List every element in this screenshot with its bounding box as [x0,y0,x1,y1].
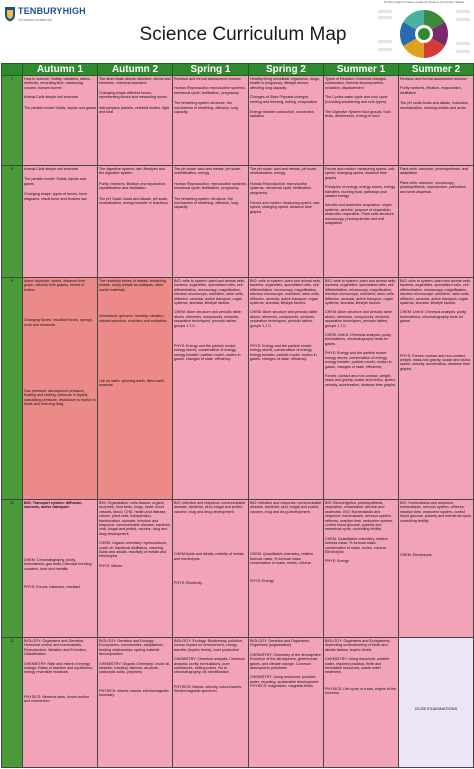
topic-text: Astrophysics planets, celestial bodies, light and heat [99,105,169,115]
topic-text: Revision and formal assessment window [174,77,241,81]
year-label: 8 [2,166,23,278]
topic-text: BIO: infection and responce: communicable disease, bacterial, viral, fungal and protist, vaccine, drug and drug development. [174,501,246,514]
topic-text: Revision and formal assessment window [400,77,467,81]
topic-cell-y9-summer-2 [399,278,474,500]
year-row-7 [2,76,474,166]
topic-text: The digestive system: diet, lifestyles and the digestive system [99,167,165,176]
topic-text: The particle model: Solids, liquids and gases [24,177,87,186]
topic-cell-y11-autumn-1 [23,638,98,768]
topic-text: PHYS: Electricity [174,581,202,586]
topic-cell-y7-spring-2 [249,76,324,166]
topic-text: Human Reproduction reproductive systems, menstrual cycle, fertilisation, pregnancy. [174,86,246,95]
topic-text: BIO: cells to system: plant and animal cells, bacteria, organelles, specialised cells, cell differentiation, microscopy, magnification, electron microscope, meristem, stem cells, diffusion, osmosis, active transport, organ systems, stomata, lifestyle factors. [174,279,246,306]
year-row-10 [2,500,474,638]
topic-text: Forces: contact and non-contact, weight, mass and gravity, scalar and vector, speed, velocity, acceleration, distance time graphs. [325,373,397,387]
topic-cell-y10-spring-1 [173,500,249,638]
topic-text: Changing forces: resultant forces, springs, work and moments. [24,318,94,327]
topic-text: The breathing system: structure, the mechanism of breathing, diffusion, lung capacity [174,196,239,210]
topic-text: Life on earth: spinning earth, tilted earth, seasons. [99,379,166,388]
topic-text: PHYS: Forces: balances, resultant [24,585,81,590]
topic-text: How to science: Safety, variables, tables, methods, recording time, measuring volume, bunsen burner, [24,77,91,90]
topic-text: Changes of State Physical changes, melting and freezing, boiling, evaporation [250,95,318,104]
topic-text: CHEM: Atom structure and periodic table: atoms, elements, compounds, mixtures, separation techniques, periodic tables, groups 1,7,0. [250,310,318,328]
topic-cell-y8-autumn-2 [98,166,173,278]
topic-text: The Digestive System food groups, food tests, deficiencies, energy in food [325,110,391,119]
topic-text: Aerobic and anaerobic respiration: organ systems, aerobic, purpose of respiration, anaerobic respiration. Plant cells structure, microscopy, photosynthesis and leaf adaptation [325,203,395,226]
shield-icon [4,6,16,22]
topic-text: PHYS: Energy and the particle model: energy stores, conservation of energy, energy transfer, particle model, motion in gases, changes of state, efficiency [325,351,392,369]
topic-cell-y9-summer-1 [324,278,399,500]
topic-text: PHYSICS: Waves: velocity, sound waves, Electromagnetic spectrum. [174,684,243,694]
topic-text: CHEM: Unit B: Chemical analysis: purity, formulations, chromatography tests for gases. [400,310,467,324]
topic-text: PHYS: Waves [99,563,123,568]
topic-text: BIOLOGY: Organisms and Genetics: Hormonal control and homeostasis, Reproduction, Variation and Evolution, Classification [24,639,87,657]
wheel-caption: Tenbury High Ormiston Academy Science Curriculum Wheel [383,0,465,4]
topic-text: The Cycles water cycle and rock cycle (including weathering and rock types) [325,95,388,104]
topic-text: Inheritance: genome, heredity, variation, natural selection, evolution and extinction. [99,314,168,323]
topic-text: Human Reproduction: reproductive systems, menstrual cycle, fertilisation, pregnancy. [174,181,247,191]
topic-text: Plant cells: structure, microscopy, photosynthesis, reproduction, pollination and seed dispersal. [400,180,466,194]
topic-text: PHYS: Energy [325,559,349,564]
year-label: 7 [2,76,23,166]
topic-text: CHEM: Organic chemistry: hydrocarbons, crude oil, fractional distillation, cracking. Acids and alkalis, reactivity of metals and electrolysis [99,541,168,559]
topic-text: The reactivity series of metals: extracting metals, using metals as catalysts, other useful materials [99,279,166,292]
topic-cell-y11-spring-1 [173,638,249,768]
topic-cell-y11-summer-2 [399,638,474,768]
year-row-9 [2,278,474,500]
topic-text: PHYS: Forces: contact and non-contact, weight, mass and gravity, scalar and vector, speed, velocity, acceleration, distance time graphs. [400,353,472,371]
topic-text: CHEMISTRY: Chemistry of the atmosphere: Evolution of the atmosphere, greenhouse gases, and climate change. Common atmospheric pollutants [250,652,322,671]
topic-text: Plant cells: structure, photosynthesis, leaf adaptation [400,167,468,176]
topic-text: Gas pressure: atmospheric pressure, floating and sinking, pressure in liquids, calculating pressure, resistance to motion in fluids and reducing drag [24,389,96,407]
topic-text: The pH Scale: Acids and alkalis, pH scale, neutralisation, energy transfer in reactions. [99,196,169,206]
topic-text: future olympian: speed, distance time graph, velocity time graphs, forces of motion [24,279,86,292]
topic-text: Healthy living unicellular organisms, drugs, health in pregnancy, lifestyle factors affecting lung capacity [250,77,320,90]
topic-cell-y9-spring-1 [173,278,249,500]
topic-text: The pH scale: acid and metals, pH scale, neutralisation, energy [250,167,318,176]
column-header-summer-2: Summer 2 [399,64,474,76]
topic-text: BIO: infection and responce: communicable disease, bacterial, viral, fungal and protist, vaccine, drug and drug development. [250,501,322,514]
topic-text: Energy transfer conduction, convection, radiation [250,110,315,119]
logo-wordmark: TENBURYHIGH [18,6,86,16]
topic-cell-y11-spring-2 [249,638,324,768]
topic-cell-y8-autumn-1 [23,166,98,278]
topic-cell-y9-autumn-2 [98,278,173,500]
topic-text: Types of Reaction Chemical changes, combustion, thermal decomposition, oxidation, displacement [325,77,387,90]
topic-text: CHEM: Quantitative chemistry, relative formula mass, % formual mass, conservation of mass, moles, volume. [250,552,314,566]
topic-cell-y7-spring-1 [173,76,249,166]
topic-text: BIOLOGY: Genetics and Ecology: Ecosystems, communities, adaptations, feeding relationships cycling material decomposition [99,639,164,657]
topic-text: PHYSICS: Newtons laws, forces motion and momentum [24,694,90,704]
year-label: 9 [2,278,23,500]
year-row-11 [2,638,474,768]
topic-text: The particle model Solids, liquids and gases [24,105,96,110]
topic-cell-y8-spring-1 [173,166,249,278]
topic-cell-y7-autumn-2 [98,76,173,166]
exam-notice: GCSE EXAMINATIONS [414,706,458,711]
topic-cell-y7-summer-1 [324,76,399,166]
topic-text: Changing shape different forces, representing forces and measuring forces [99,90,168,100]
topic-text: The pH scale Acids and alkalis, indicators, neutralisation, reacting metals and acids [400,101,469,110]
topic-text: CHEM: Unit B: Chemical analysis: purity, formulations, chromatography tests for gases. [325,333,392,346]
topic-text: CHEM: Quantitative chemistry, relative formula mass, % formual mass, conservation of mass, moles, volume. Electrolysis [325,536,389,555]
topic-text: The pH scale: acid and metals, pH scale, neutralisation, energy [174,167,242,176]
topic-cell-y8-summer-1 [324,166,399,278]
topic-text: CHEMISTRY: Rate and extent of energy change; Rates of reaction and equilibrium, energy reversible reactions [24,661,94,675]
topic-text: CHEMISTRY: Using resources: potable water, required practical, finite and renewable resources, waste water treatment, [325,657,390,675]
curriculum-wheel-graphic [376,0,472,62]
topic-text: CHEMISTRY: Chemical analysis; Chemical analysis, purity, formulations, pure substances, boiling points. No to chromatography, ink identification [174,657,245,675]
topic-cell-y10-summer-2 [399,500,474,638]
topic-cell-y10-spring-2 [249,500,324,638]
topic-text: Purity mixtures, filtration, evaporation, distillation [400,86,462,95]
logo-subtext: Ormiston Academy [18,17,52,22]
topic-text: Human Reproduction: reproductive systems, menstrual cycle, fertilisation, pregnancy. [250,181,312,195]
column-header-spring-2: Spring 2 [249,64,324,76]
topic-cell-y9-spring-2 [249,278,324,500]
topic-text: PHYS: Energy and the particle model: energy stores, conservation of energy, energy transfer, particle model, motion in gases, changes of state, efficiency [174,344,241,362]
topic-text: PHYS: Energy [250,579,274,584]
topic-text: BIO: cells to system: plant and animal cells, bacteria, organelles, specialised cells, cell differentiation, microscopy, magnification, electron microscope, meristem, stem cells, diffusion, osmosis, active transport, organ systems, stomata, lifestyle factors. [250,279,322,306]
topic-text: Changing shape: types of forces, force diagrams, result force and Hookes law [24,192,88,201]
topic-cell-y11-autumn-2 [98,638,173,768]
topic-text: Animal Cells simple cell structure [24,95,79,100]
year-row-8 [2,166,474,278]
topic-text: CHEM: Electrolysis [400,553,432,558]
curriculum-wheel [376,0,472,62]
column-header-spring-1: Spring 1 [173,64,249,76]
topic-text: Principles of energy: energy stores, energy transfers, burning food, pathways and wasted energy [325,185,396,199]
topic-text: Forces and motion: measuring speed, calc speed, changing speed, distance time graphs [325,167,395,180]
topic-text: BIO: Homeostasis and responce: homeostasis, nervous system, reflexes, reaction time, endocrine system, control blood glucose, puberty and menstrual cycle, controlling fertility. [400,501,472,523]
topic-text: CHEM: Atom structure and periodic table: atoms, elements, compounds, mixtures, separation techniques, periodic tables, groups 1,7,0. [325,310,393,328]
topic-text: Animal Cells simple cell structure [24,167,79,171]
topic-text: PHYS: Energy and the particle model: energy stores, conservation of energy, energy transfer, particle model, motion in gases, changes of state, efficiency [250,344,317,362]
column-header-summer-1: Summer 1 [324,64,399,76]
topic-text: BIO: Organisation: cells,tissues, organs, enzymes, food tests, lungs, heart, blood vessels, blood, CHD, health and disease, cancer, plant cells, transpiration, translocation, stomata. Infection and responce: communicable disease, bacterial, viral, fungal and protist, vaccine, drug and drug development. [99,501,171,536]
topic-text: CHEMISTRY: Using resources: portable water, recycling, sustainable development. PHYSICS: magnetism, magnetic fields [250,675,320,689]
topic-cell-y7-autumn-1 [23,76,98,166]
topic-cell-y7-summer-2 [399,76,474,166]
topic-text: Purity: mixtures, filtration and separation, crystallisation and distillation. [99,181,166,191]
topic-cell-y10-autumn-2 [98,500,173,638]
topic-text: CHEMISTRY: Organic Chemistry: crude oil, alkanes, cracking, alkenes, alcohols, carboxylic acids, polymers [99,661,171,675]
topic-cell-y9-autumn-1 [23,278,98,500]
topic-text: The breathing system structure, the mechanism of breathing, diffusion, lung capacity [174,101,239,115]
column-header-autumn-2: Autumn 2 [98,64,173,76]
topic-text: BIOLOGY: Organisms and Ecosystems; depending understanding of biotic and abiotic factors, trophic levels [325,639,391,652]
curriculum-table [1,63,474,768]
topic-text: CHEM: Chromatography, purity, formulations, gas tests Chemical bonding: covalent, ionic and metallic [24,557,93,571]
corner-cell [2,64,23,76]
topic-text: The atom basic atomic structure, atoms and elements, chemical reactions [99,77,171,86]
topic-text: BIOLOGY: Ecology: Biodiversity, pollution, human impact on environment, energy transfer (trophic levels), food production [174,639,244,652]
topic-cell-y10-autumn-1 [23,500,98,638]
topic-text: BIO: Transport system: diffusion, osmosis, active transport. [24,501,83,510]
topic-text: PHYSICS: Life cycle of a star, origins of the universe. [325,686,396,696]
topic-text: CHEM: Atom structure and periodic table: atoms, elements, compounds, mixtures, separation techniques, periodic tables, groups 1,7,0. [174,310,242,328]
topic-text: BIO: Bioenergetics: photosynthesis, respiration, metabolism, aerobic and anaerobic. BIO: Homeostasis and responce: homeostasis, nervous system, reflexes, reaction time, endocrine system, control blood glucose, puberty and menstrual cycle, controlling fertility. [325,501,394,532]
column-header-autumn-1: Autumn 1 [23,64,98,76]
topic-text: BIO: cells to system: plant and animal cells, bacteria, organelles, specialised cells, cell differentiation, microscopy, magnification, electron microscope, meristem, stem cells, diffusion, osmosis, active transport, organ systems, stomata, lifestyle factors. [400,279,472,306]
school-logo [4,6,86,28]
topic-text: CHEM:Acids and alkalis, rectivity of metals and electrolysis [174,552,244,561]
year-label: 11 [2,638,23,768]
topic-text: PHYSICS: Waves: waves, electromagnetic boundary [99,688,169,698]
page-title: Science Curriculum Map [139,24,347,45]
term-header-row [2,64,474,76]
topic-cell-y11-summer-1 [324,638,399,768]
topic-cell-y10-summer-1 [324,500,399,638]
topic-text: Forces and motion: measuring speed, calc speed, changing speed, distance time graphs [250,201,320,214]
year-label: 10 [2,500,23,638]
topic-text: BIOLOGY: Genetics and Organisms; Organisms (organisation) [250,639,311,648]
topic-text: BIO: cells to system: plant and animal cells, bacteria, organelles, specialised cells, cell differentiation, microscopy, magnification, electron microscope, meristem, stem cells, diffusion, osmosis, active transport, organ systems, stomata, lifestyle factors. [325,279,397,306]
topic-cell-y8-spring-2 [249,166,324,278]
topic-cell-y8-summer-2 [399,166,474,278]
